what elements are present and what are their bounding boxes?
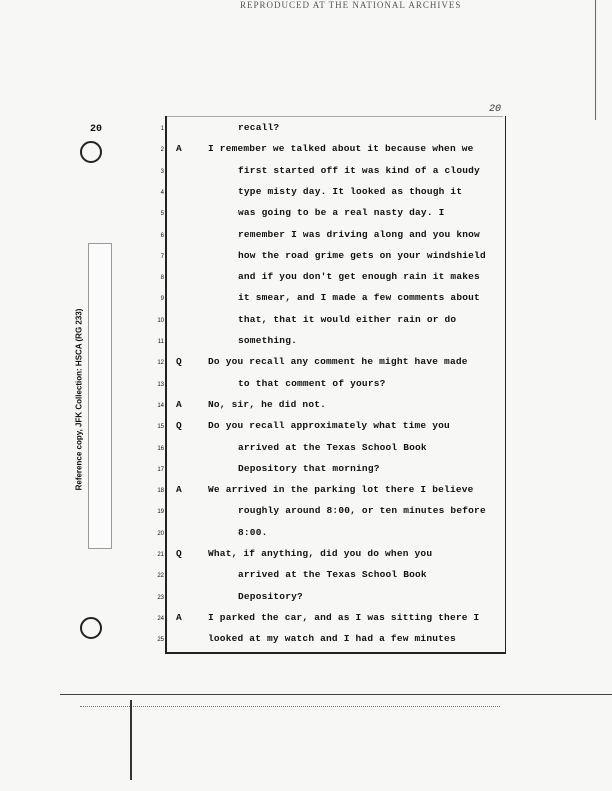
archive-header: REPRODUCED AT THE NATIONAL ARCHIVES [240, 0, 462, 10]
line-number: 15 [157, 424, 164, 431]
line-number: 13 [157, 381, 164, 388]
line-number: 20 [157, 530, 164, 537]
transcript-line [0, 633, 612, 654]
transcript-line [0, 399, 612, 420]
line-text: We arrived in the parking lot there I believe [208, 484, 474, 496]
line-text: I remember we talked about it because when we [208, 143, 474, 155]
speaker-label: Q [176, 356, 182, 368]
bottom-rule [60, 694, 612, 695]
line-number: 10 [157, 317, 164, 324]
line-text: I parked the car, and as I was sitting there I [208, 611, 480, 623]
line-number: 5 [160, 211, 164, 218]
line-number: 17 [157, 466, 164, 473]
line-number: 7 [160, 253, 164, 260]
speaker-label: Q [176, 420, 182, 432]
transcript-line [0, 250, 612, 271]
transcript-line [0, 122, 612, 143]
line-text: it smear, and I made a few comments about [238, 292, 480, 304]
line-text: arrived at the Texas School Book [238, 441, 427, 453]
transcript-line [0, 207, 612, 228]
line-number: 21 [157, 552, 164, 558]
line-number: 19 [157, 509, 164, 516]
transcript-line [0, 229, 612, 250]
transcript-line [0, 591, 612, 612]
page-number-left: 20 [90, 124, 103, 135]
speaker-label: Q [176, 548, 182, 559]
transcript-line [0, 612, 612, 633]
speaker-label: A [176, 398, 182, 410]
bottom-dotted-rule [80, 706, 500, 707]
transcript-line [0, 548, 612, 569]
line-number: 2 [160, 147, 164, 154]
transcript-line [0, 527, 612, 548]
line-number: 1 [160, 126, 164, 132]
transcript-line [0, 378, 612, 399]
speaker-label: A [176, 143, 182, 155]
transcript-line [0, 314, 612, 335]
line-text: and if you don't get enough rain it makes [238, 271, 480, 283]
right-edge-line [595, 0, 596, 120]
line-number: 18 [157, 488, 164, 495]
line-text: arrived at the Texas School Book [238, 569, 427, 581]
transcript-line [0, 165, 612, 186]
line-text: something. [238, 335, 298, 346]
line-number: 4 [160, 189, 164, 196]
line-text: to that comment of yours? [238, 377, 386, 389]
transcript-line [0, 484, 612, 505]
line-text: first started off it was kind of a cloudy [238, 164, 480, 176]
transcript-line [0, 463, 612, 484]
line-text: Do you recall approximately what time you [208, 420, 450, 432]
transcript-line [0, 505, 612, 526]
line-text: recall? [238, 122, 280, 133]
transcript-line [0, 271, 612, 292]
transcript-line [0, 442, 612, 463]
line-number: 12 [157, 360, 164, 367]
line-number: 22 [157, 573, 164, 580]
line-text: how the road grime gets on your windshield [238, 249, 486, 261]
line-text: Depository? [238, 590, 303, 602]
line-number: 14 [157, 402, 164, 409]
line-text: was going to be a real nasty day. I [238, 207, 445, 219]
line-number: 9 [160, 296, 164, 303]
line-number: 3 [160, 168, 164, 175]
line-number: 8 [160, 275, 164, 282]
transcript-line [0, 186, 612, 207]
line-number: 23 [157, 594, 164, 601]
line-number: 16 [157, 445, 164, 452]
line-text: that, that it would either rain or do [238, 313, 457, 325]
transcript-line [0, 569, 612, 590]
line-number: 11 [157, 339, 164, 345]
bottom-stem-mark [130, 700, 132, 780]
line-number: 25 [157, 637, 164, 644]
line-text: What, if anything, did you do when you [208, 548, 433, 559]
transcript-line [0, 143, 612, 164]
line-text: No, sir, he did not. [208, 398, 327, 410]
line-text: type misty day. It looked as though it [238, 185, 463, 197]
line-number: 6 [160, 232, 164, 239]
transcript-line [0, 356, 612, 377]
transcript-line [0, 292, 612, 313]
speaker-label: A [176, 611, 182, 623]
line-text: looked at my watch and I had a few minutes [208, 633, 456, 645]
line-text: roughly around 8:00, or ten minutes before [238, 505, 486, 517]
page-number-right: 20 [489, 104, 502, 115]
line-text: Depository that morning? [238, 462, 380, 474]
line-text: Do you recall any comment he might have made [208, 356, 468, 368]
line-text: 8:00. [238, 526, 268, 538]
transcript-line [0, 420, 612, 441]
line-number: 24 [157, 615, 164, 622]
line-text: remember I was driving along and you know [238, 228, 480, 240]
transcript-line [0, 335, 612, 356]
speaker-label: A [176, 484, 182, 496]
